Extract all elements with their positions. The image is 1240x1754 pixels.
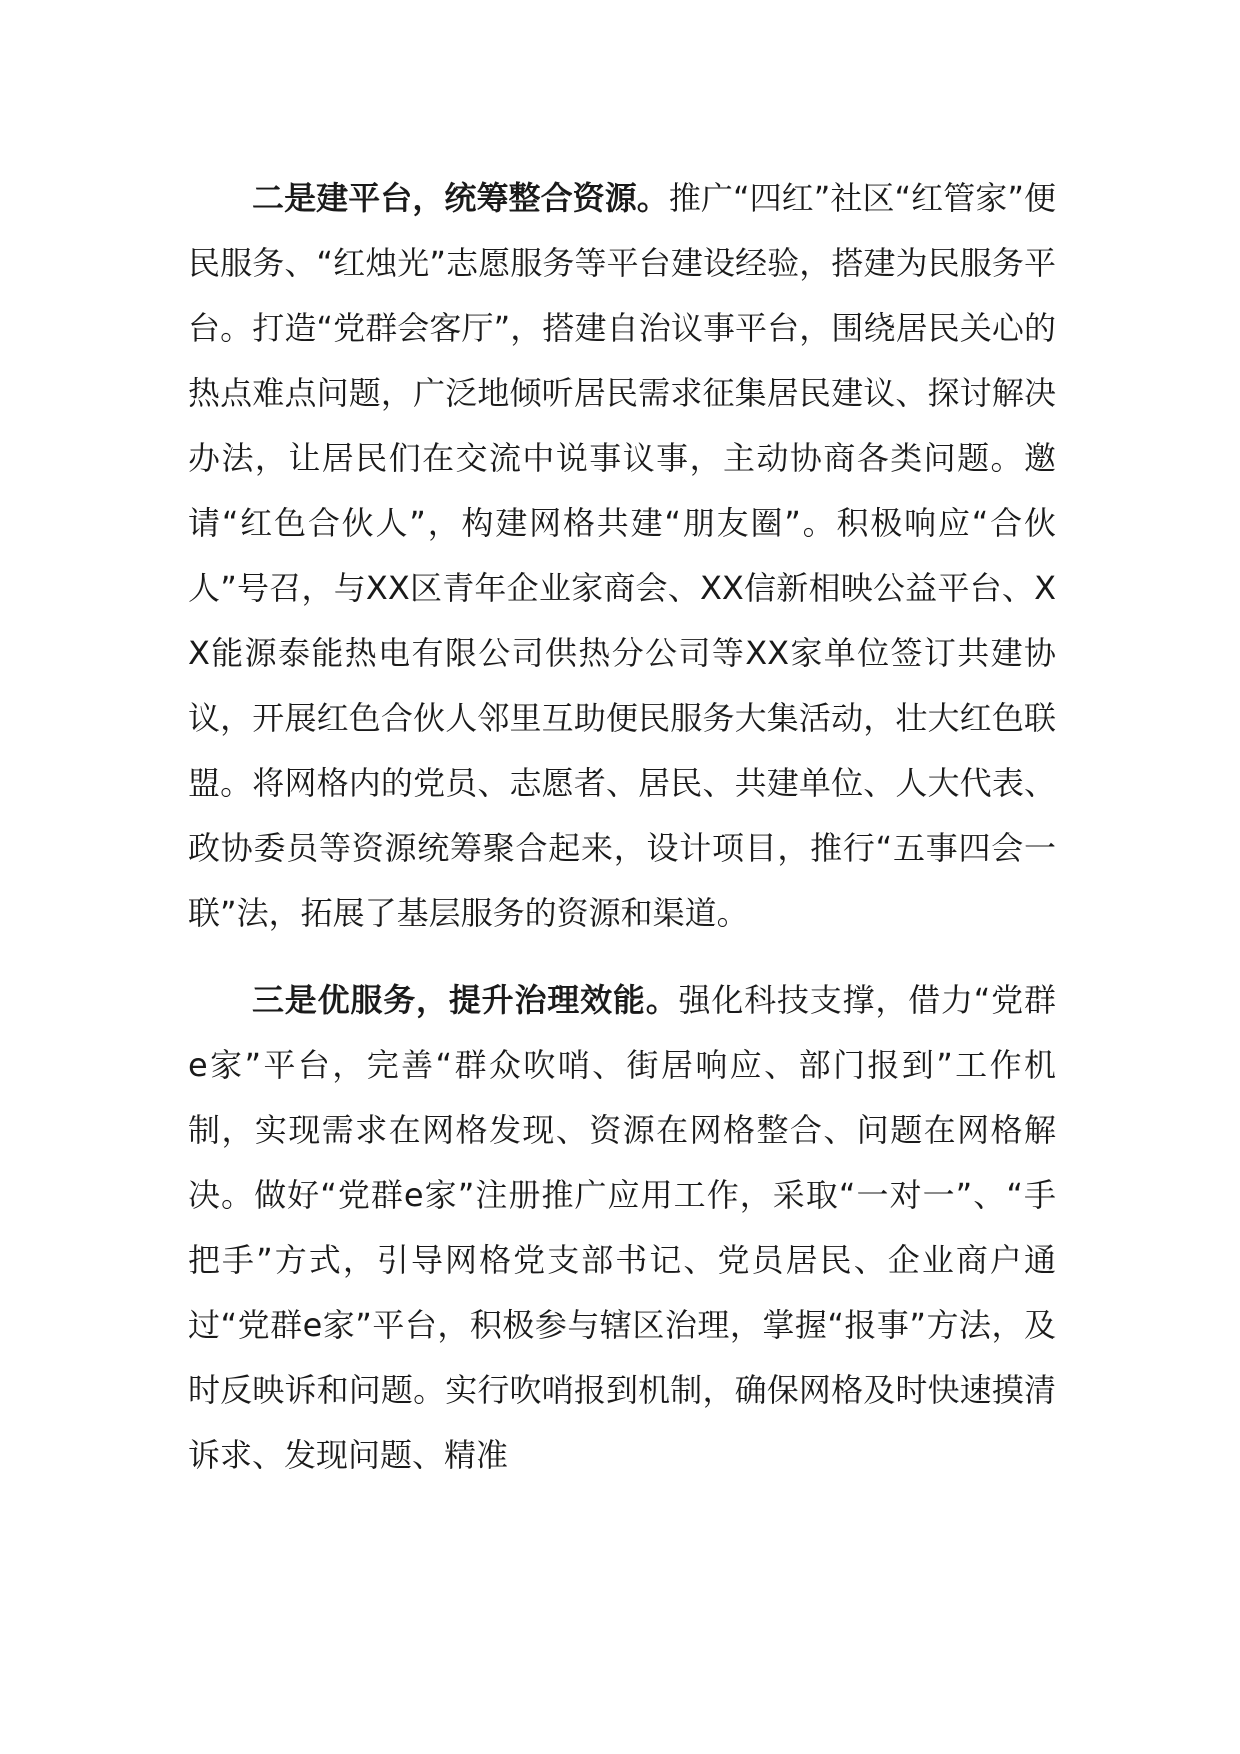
paragraph-platform-building bbox=[188, 166, 1056, 946]
paragraph-service-optimization bbox=[188, 968, 1056, 1488]
paragraph-lead-heading: 二是建平台，统筹整合资源。 bbox=[252, 179, 669, 217]
paragraph-body-text: 推广“四红”社区“红管家”便民服务、“红烛光”志愿服务等平台建设经验，搭建为民服务平台。打造“党群会客厅”，搭建自治议事平台，围绕居民关心的热点难点问题，广泛地倾听居民需求征集居民建议、探讨解决办法，让居民们在交流中说事议事，主动协商各类问题。邀请“红色合伙人”，构建网格共建“朋友圈”。积极响应“合伙人”号召，与XX区青年企业家商会、XX信新相映公益平台、XX能源泰能热电有限公司供热分公司等XX家单位签订共建协议，开展红色合伙人邻里互助便民服务大集活动，壮大红色联盟。将网格内的党员、志愿者、居民、共建单位、人大代表、政协委员等资源统筹聚合起来，设计项目，推行“五事四会一联”法，拓展了基层服务的资源和渠道。 bbox=[188, 179, 1056, 932]
paragraph-body-text: 强化科技支撑，借力“党群e家”平台，完善“群众吹哨、街居响应、部门报到”工作机制，实现需求在网格发现、资源在网格整合、问题在网格解决。做好“党群e家”注册推广应用工作，采取“一对一”、“手把手”方式，引导网格党支部书记、党员居民、企业商户通过“党群e家”平台，积极参与辖区治理，掌握“报事”方法，及时反映诉和问题。实行吹哨报到机制，确保网格及时快速摸清诉求、发现问题、精准 bbox=[188, 981, 1056, 1474]
paragraph-lead-heading: 三是优服务，提升治理效能。 bbox=[252, 981, 679, 1019]
document-body bbox=[188, 166, 1056, 1488]
